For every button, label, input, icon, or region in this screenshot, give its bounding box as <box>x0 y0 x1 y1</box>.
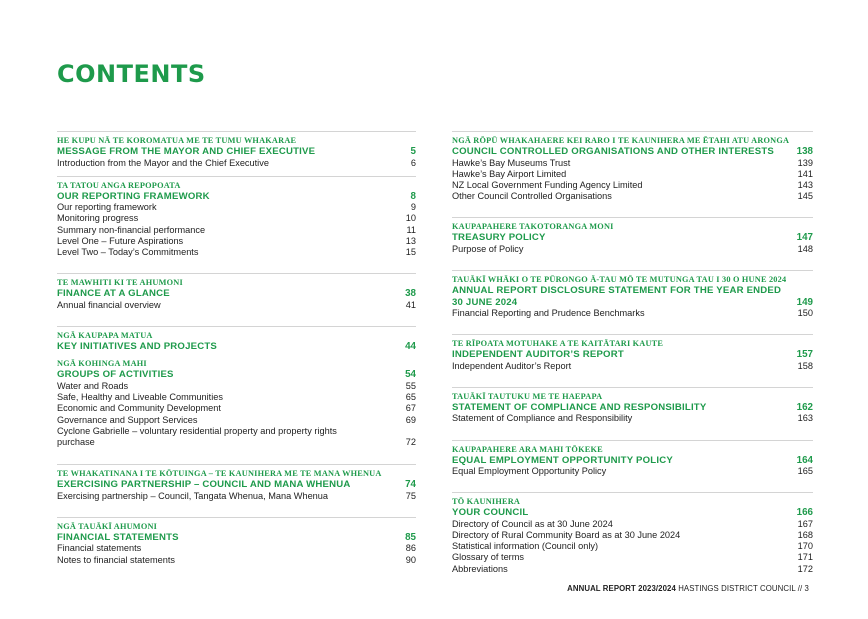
toc-entry-page: 69 <box>405 414 416 425</box>
section-heading[interactable]: EXERCISING PARTNERSHIP – COUNCIL AND MANA WHENUA <box>57 479 351 491</box>
toc-entry[interactable] <box>452 466 813 477</box>
toc-entry-page: 145 <box>797 191 813 202</box>
section-heading[interactable]: FINANCE AT A GLANCE <box>57 288 170 300</box>
section-heading-row[interactable] <box>57 288 416 300</box>
section-page-number: 74 <box>405 479 416 491</box>
toc-entry[interactable] <box>57 158 416 169</box>
section-heading-row[interactable] <box>57 479 416 491</box>
section-page-number: 5 <box>410 146 416 157</box>
toc-entry-label[interactable]: Directory of Council as at 30 June 2024 <box>452 518 613 529</box>
toc-right-column <box>452 131 813 590</box>
section-heading[interactable]: GROUPS OF ACTIVITIES <box>57 369 174 381</box>
section-page-number: 8 <box>410 190 416 202</box>
toc-entry[interactable] <box>57 213 416 224</box>
toc-entry-label[interactable]: Safe, Healthy and Liveable Communities <box>57 392 223 403</box>
toc-section <box>57 176 416 274</box>
toc-entry-label[interactable]: Monitoring progress <box>57 213 139 224</box>
toc-entry[interactable] <box>452 564 813 575</box>
toc-entry-label[interactable]: Water and Roads <box>57 380 129 391</box>
toc-entry[interactable] <box>452 308 813 319</box>
toc-left-column <box>57 131 416 579</box>
toc-section <box>452 440 813 493</box>
toc-entry-label[interactable]: Economic and Community Development <box>57 403 221 414</box>
section-maori-title: NGĀ KAUPAPA MATUA <box>57 330 153 340</box>
toc-entry-page: 148 <box>797 243 813 254</box>
toc-entry[interactable] <box>57 543 416 554</box>
toc-entry[interactable] <box>452 530 813 541</box>
section-page-number: 157 <box>796 349 813 361</box>
toc-entry-page: 168 <box>797 530 813 541</box>
toc-section <box>57 131 416 176</box>
toc-entry-page: 10 <box>405 213 416 224</box>
section-heading[interactable]: COUNCIL CONTROLLED ORGANISATIONS AND OTHER INTERESTS <box>452 146 775 157</box>
section-heading[interactable]: TREASURY POLICY <box>452 232 546 244</box>
toc-entry-label[interactable]: Exercising partnership – Council, Tangata Whenua, Mana Whenua <box>57 490 329 501</box>
toc-entry-page: 55 <box>405 380 416 391</box>
page-footer <box>0 584 809 593</box>
footer-council-page: HASTINGS DISTRICT COUNCIL // 3 <box>675 584 809 593</box>
toc-entry-page: 41 <box>405 299 416 310</box>
toc-entry-label[interactable]: Financial statements <box>57 543 142 554</box>
section-heading[interactable]: YOUR COUNCIL <box>452 507 529 519</box>
section-maori-title: KAUPAPAHERE ARA MAHI TŌKEKE <box>452 444 603 454</box>
toc-entry-page: 150 <box>797 308 813 319</box>
footer-report-title: ANNUAL REPORT 2023/2024 <box>567 584 676 593</box>
section-maori-title: TAUĀKĪ WHĀKI O TE PŪRONGO Ā-TAU MŌ TE MUTUNGA TAU I 30 O HUNE 2024 <box>452 275 787 285</box>
toc-entry-label[interactable]: Hawke’s Bay Museums Trust <box>452 157 571 168</box>
toc-entry[interactable] <box>452 541 813 552</box>
toc-entry[interactable] <box>57 247 416 258</box>
section-page-number: 147 <box>796 232 813 244</box>
toc-entry-page: 158 <box>797 360 813 371</box>
toc-section <box>452 334 813 387</box>
toc-entry-page: 15 <box>405 247 416 258</box>
section-maori-title: NGĀ TAUĀKĪ AHUMONI <box>57 521 158 531</box>
section-heading-row[interactable] <box>57 341 416 353</box>
toc-entry[interactable] <box>452 180 813 191</box>
section-heading-row[interactable] <box>452 146 813 158</box>
section-heading-row[interactable] <box>452 285 813 308</box>
section-page-number: 38 <box>405 288 416 300</box>
section-page-number: 138 <box>796 146 813 157</box>
toc-entry-label[interactable]: Purpose of Policy <box>452 243 524 254</box>
section-maori-title: TA TATOU ANGA REPOPOATA <box>57 180 181 190</box>
toc-entry-label[interactable]: Annual financial overview <box>57 299 161 310</box>
toc-entry-label[interactable]: Introduction from the Mayor and the Chief Executive <box>57 157 269 168</box>
section-heading-row[interactable] <box>452 455 813 467</box>
section-page-number: 54 <box>405 369 416 381</box>
toc-entry-label[interactable]: Summary non-financial performance <box>57 224 206 235</box>
toc-entry[interactable] <box>57 300 416 311</box>
section-heading-row[interactable] <box>452 349 813 361</box>
toc-entry-label[interactable]: Directory of Rural Community Board as at 30 June 2024 <box>452 530 681 541</box>
section-page-number: 44 <box>405 340 416 352</box>
toc-entry-label[interactable]: Other Council Controlled Organisations <box>452 191 612 202</box>
toc-entry[interactable] <box>452 413 813 424</box>
section-heading-row[interactable] <box>452 232 813 244</box>
section-maori-title: KAUPAPAHERE TAKOTORANGA MONI <box>452 222 614 232</box>
section-heading-row[interactable] <box>452 402 813 414</box>
section-heading[interactable]: INDEPENDENT AUDITOR’S REPORT <box>452 349 624 361</box>
toc-section <box>57 517 416 579</box>
toc-entry-page: 13 <box>405 235 416 246</box>
toc-entry[interactable] <box>57 381 416 392</box>
toc-entry[interactable] <box>57 555 416 566</box>
toc-entry[interactable] <box>452 169 813 180</box>
toc-entry[interactable] <box>452 191 813 202</box>
toc-entry-page: 163 <box>797 413 813 424</box>
toc-entry-page: 86 <box>405 543 416 554</box>
section-heading[interactable]: KEY INITIATIVES AND PROJECTS <box>57 340 218 352</box>
section-page-number: 162 <box>796 401 813 413</box>
toc-entry[interactable] <box>57 225 416 236</box>
toc-entry[interactable] <box>57 236 416 247</box>
section-heading[interactable]: STATEMENT OF COMPLIANCE AND RESPONSIBILITY <box>452 401 707 413</box>
toc-entry-page: 67 <box>405 403 416 414</box>
section-maori-title: TE RĪPOATA MOTUHAKE A TE KAITĀTARI KAUTE <box>452 339 664 349</box>
section-page-number: 166 <box>796 507 813 519</box>
toc-entry-label[interactable]: Our reporting framework <box>57 202 157 213</box>
toc-entry[interactable] <box>452 158 813 169</box>
toc-section <box>452 270 813 334</box>
section-heading-row[interactable] <box>57 146 416 158</box>
section-heading[interactable]: ANNUAL REPORT DISCLOSURE STATEMENT FOR THE YEAR ENDED 30 JUNE 2024 <box>452 285 782 308</box>
toc-entry-label[interactable]: Level One – Future Aspirations <box>57 235 184 246</box>
toc-entry[interactable] <box>452 244 813 255</box>
section-heading[interactable]: FINANCIAL STATEMENTS <box>57 531 179 543</box>
section-maori-title: TAUĀKĪ TAUTUKU ME TE HAEPAPA <box>452 391 603 401</box>
toc-entry-label[interactable]: Level Two – Today’s Commitments <box>57 247 199 258</box>
toc-section <box>57 464 416 517</box>
section-maori-title: NGĀ RŌPŪ WHAKAHAERE KEI RARO I TE KAUNIHERA ME ĒTAHI ATU ARONGA <box>452 136 790 145</box>
toc-entry[interactable] <box>452 552 813 563</box>
toc-entry-page: 11 <box>406 224 416 235</box>
toc-entry[interactable] <box>57 202 416 213</box>
toc-entry[interactable] <box>57 491 416 502</box>
section-heading-row[interactable] <box>57 191 416 203</box>
toc-entry-label[interactable]: Notes to financial statements <box>57 554 175 565</box>
toc-entry[interactable] <box>452 361 813 372</box>
toc-entry-page: 6 <box>410 157 416 168</box>
section-heading-row[interactable] <box>452 507 813 519</box>
toc-entry-page: 167 <box>797 518 813 529</box>
section-page-number: 164 <box>796 454 813 466</box>
toc-entry-label[interactable]: Equal Employment Opportunity Policy <box>452 466 607 477</box>
toc-entry-page: 72 <box>405 436 416 447</box>
toc-entry-label[interactable]: Glossary of terms <box>452 552 524 563</box>
toc-entry-page: 172 <box>797 563 813 574</box>
section-page-number: 149 <box>796 296 813 308</box>
toc-entry-label[interactable]: Statement of Compliance and Responsibility <box>452 413 633 424</box>
toc-entry[interactable] <box>57 426 416 448</box>
toc-entry-page: 9 <box>410 202 416 213</box>
toc-entry-page: 170 <box>797 541 813 552</box>
toc-entry[interactable] <box>57 415 416 426</box>
section-maori-title: NGĀ KOHINGA MAHI <box>57 359 147 369</box>
toc-entry-label[interactable]: Statistical information (Council only) <box>452 541 599 552</box>
section-heading[interactable]: EQUAL EMPLOYMENT OPPORTUNITY POLICY <box>452 454 673 466</box>
toc-entry[interactable] <box>452 519 813 530</box>
section-heading-row[interactable] <box>57 532 416 544</box>
toc-section <box>452 492 813 590</box>
toc-entry-page: 139 <box>797 157 813 168</box>
toc-section <box>57 273 416 326</box>
toc-entry-label[interactable]: NZ Local Government Funding Agency Limited <box>452 179 643 190</box>
toc-entry-page: 75 <box>405 490 416 501</box>
toc-entry[interactable] <box>57 403 416 414</box>
toc-section <box>57 326 416 360</box>
section-maori-title: TŌ KAUNIHERA <box>452 497 521 507</box>
section-heading[interactable]: MESSAGE FROM THE MAYOR AND CHIEF EXECUTIVE <box>57 146 316 157</box>
toc-section <box>452 387 813 440</box>
toc-section <box>452 217 813 270</box>
toc-entry-label[interactable]: Abbreviations <box>452 563 508 574</box>
toc-entry-page: 65 <box>405 392 416 403</box>
section-maori-title: HE KUPU NĀ TE KOROMATUA ME TE TUMU WHAKARAE <box>57 136 297 145</box>
toc-entry-label[interactable]: Governance and Support Services <box>57 414 198 425</box>
toc-entry-page: 171 <box>797 552 813 563</box>
toc-entry-label[interactable]: Independent Auditor’s Report <box>452 360 572 371</box>
section-heading-row[interactable] <box>57 369 416 381</box>
section-heading[interactable]: OUR REPORTING FRAMEWORK <box>57 190 210 202</box>
page-title: CONTENTS <box>57 60 206 88</box>
toc-entry-label[interactable]: Financial Reporting and Prudence Benchmarks <box>452 308 645 319</box>
section-maori-title: TE WHAKATINANA I TE KŌTUINGA – TE KAUNIHERA ME TE MANA WHENUA <box>57 469 382 479</box>
section-page-number: 85 <box>405 531 416 543</box>
toc-entry-page: 90 <box>405 554 416 565</box>
toc-section <box>452 131 813 217</box>
toc-entry-label[interactable]: Cyclone Gabrielle – voluntary residential property and property rights purchase <box>57 425 337 447</box>
toc-section <box>57 359 416 464</box>
toc-entry-page: 165 <box>797 466 813 477</box>
toc-entry-label[interactable]: Hawke’s Bay Airport Limited <box>452 168 567 179</box>
toc-entry[interactable] <box>57 392 416 403</box>
toc-entry-page: 143 <box>797 179 813 190</box>
toc-entry-page: 141 <box>797 168 813 179</box>
section-maori-title: TE MAWHITI KI TE AHUMONI <box>57 278 183 288</box>
